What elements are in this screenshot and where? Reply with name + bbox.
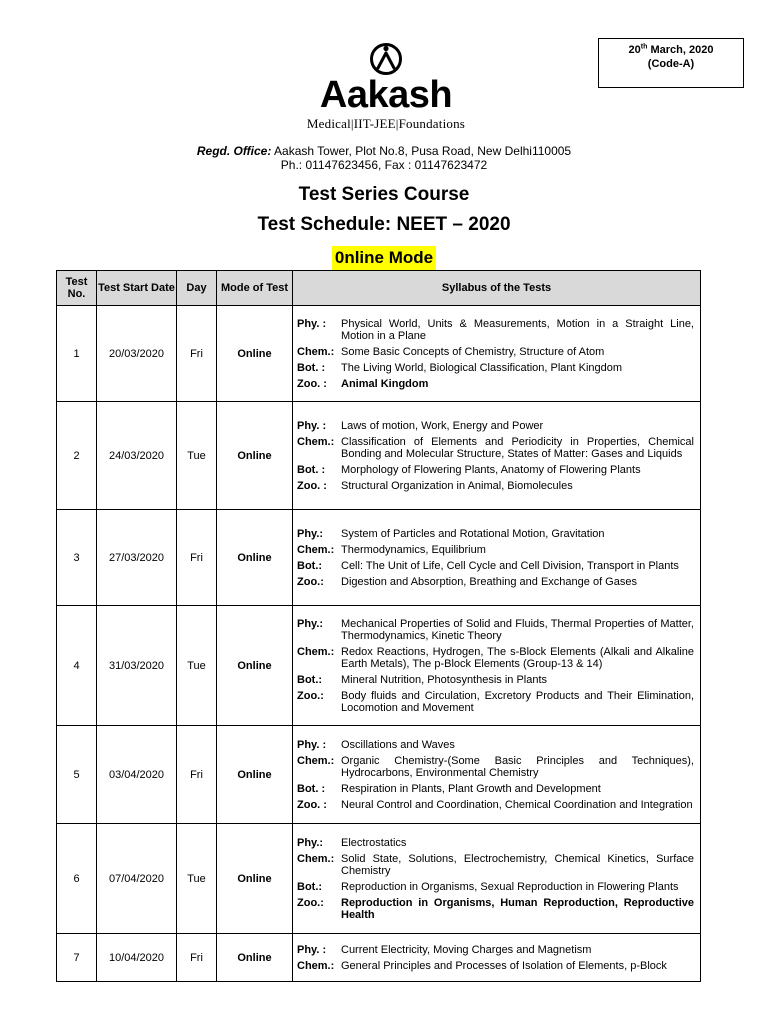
syllabus-topics: Reproduction in Organisms, Sexual Reproduction in Flowering Plants: [341, 880, 679, 893]
syllabus-line: [293, 574, 700, 590]
brand-tagline: Medical|IIT-JEE|Foundations: [306, 116, 466, 131]
subject-label: Chem.:: [297, 852, 335, 865]
subject-label: Chem.:: [297, 754, 335, 767]
syllabus-topics: Cell: The Unit of Life, Cell Cycle and Cell Division, Transport in Plants: [341, 559, 679, 572]
syllabus-line: [293, 797, 700, 813]
syllabus-topics: Respiration in Plants, Plant Growth and Development: [341, 782, 601, 795]
test-number: 2: [57, 402, 97, 510]
subject-label: Chem.:: [297, 543, 335, 556]
test-date: 20th March, 2020: [628, 43, 714, 56]
syllabus-cell: [293, 510, 701, 606]
test-code: (Code-A): [647, 58, 695, 70]
syllabus-topics: Redox Reactions, Hydrogen, The s-Block Elements (Alkali and Alkaline Earth Metals), The p-Block Elements (Group-13 & 14): [341, 645, 694, 670]
subject-label: Bot.:: [297, 880, 323, 893]
mode-label: 0nline Mode: [332, 246, 436, 270]
subject-label: Chem.:: [297, 645, 335, 658]
syllabus-topics: Oscillations and Waves: [341, 738, 455, 751]
subject-label: Chem.:: [297, 959, 335, 972]
syllabus-topics: Laws of motion, Work, Energy and Power: [341, 419, 544, 432]
table-header-row: [57, 271, 701, 306]
syllabus-line: [293, 478, 700, 494]
test-mode-cell: Online: [217, 402, 293, 510]
syllabus-line: [293, 753, 700, 781]
date-code-box: [598, 38, 744, 88]
subject-label: Chem.:: [297, 435, 335, 448]
test-mode-cell: Online: [217, 306, 293, 402]
test-date-cell: 07/04/2020: [97, 824, 177, 934]
syllabus-line: [293, 835, 700, 851]
syllabus-cell: [293, 824, 701, 934]
test-mode-cell: Online: [217, 606, 293, 726]
subject-label: Phy.:: [297, 527, 324, 540]
syllabus-line: [293, 344, 700, 360]
syllabus-topics: Organic Chemistry-(Some Basic Principles and Techniques), Hydrocarbons, Environmental Chemistry: [341, 754, 694, 779]
table-row: [57, 824, 701, 934]
syllabus-line: [293, 781, 700, 797]
syllabus-line: [293, 958, 700, 974]
test-day-cell: Tue: [177, 824, 217, 934]
test-date-cell: 03/04/2020: [97, 726, 177, 824]
schedule-title: Test Schedule: NEET – 2020: [257, 214, 511, 235]
syllabus-topics: Electrostatics: [341, 836, 407, 849]
syllabus-topics: Thermodynamics, Equilibrium: [341, 543, 486, 556]
test-date-cell: 24/03/2020: [97, 402, 177, 510]
test-day-cell: Tue: [177, 606, 217, 726]
syllabus-topics: Neural Control and Coordination, Chemical Coordination and Integration: [341, 798, 693, 811]
subject-label: Zoo.:: [297, 575, 324, 588]
syllabus-line: [293, 942, 700, 958]
syllabus-cell: [293, 934, 701, 982]
brand-name: Aakash: [319, 74, 453, 116]
syllabus-line: [293, 672, 700, 688]
table-row: [57, 934, 701, 982]
syllabus-topics: Physical World, Units & Measurements, Motion in a Straight Line, Motion in a Plane: [341, 317, 694, 342]
subject-label: Phy. :: [297, 419, 327, 432]
table-row: [57, 510, 701, 606]
subject-label: Phy. :: [297, 943, 327, 956]
syllabus-topics: Mineral Nutrition, Photosynthesis in Plants: [341, 673, 548, 686]
syllabus-topics: Mechanical Properties of Solid and Fluids, Thermal Properties of Matter, Thermodynamics, Kinetic Theory: [341, 617, 694, 642]
test-date-cell: 10/04/2020: [97, 934, 177, 982]
subject-label: Phy.:: [297, 836, 324, 849]
test-mode-cell: Online: [217, 934, 293, 982]
subject-label: Phy.:: [297, 617, 324, 630]
test-date-cell: 27/03/2020: [97, 510, 177, 606]
subject-label: Bot. :: [297, 463, 326, 476]
aakash-logo: [300, 42, 472, 132]
syllabus-topics: Animal Kingdom: [341, 377, 429, 390]
header-syllabus: Syllabus of the Tests: [293, 271, 701, 306]
subject-label: Zoo.:: [297, 896, 324, 909]
subject-label: Phy. :: [297, 738, 327, 751]
subject-label: Bot.:: [297, 673, 323, 686]
syllabus-topics: Digestion and Absorption, Breathing and Exchange of Gases: [341, 575, 637, 588]
subject-label: Zoo. :: [297, 798, 327, 811]
table-row: [57, 402, 701, 510]
aakash-emblem-icon: [369, 42, 403, 76]
syllabus-line: [293, 558, 700, 574]
syllabus-line: [293, 737, 700, 753]
subject-label: Zoo. :: [297, 479, 327, 492]
test-mode-cell: Online: [217, 824, 293, 934]
subject-label: Zoo.:: [297, 689, 324, 702]
syllabus-line: [293, 879, 700, 895]
syllabus-cell: [293, 726, 701, 824]
test-date-cell: 31/03/2020: [97, 606, 177, 726]
subject-label: Phy. :: [297, 317, 327, 330]
test-day-cell: Fri: [177, 510, 217, 606]
subject-label: Bot. :: [297, 361, 326, 374]
syllabus-topics: The Living World, Biological Classification, Plant Kingdom: [341, 361, 623, 374]
test-schedule-table: [56, 270, 701, 982]
syllabus-line: [293, 434, 700, 462]
course-title: Test Series Course: [298, 184, 470, 205]
test-number: 7: [57, 934, 97, 982]
syllabus-line: [293, 895, 700, 923]
test-day-cell: Fri: [177, 306, 217, 402]
syllabus-cell: [293, 402, 701, 510]
syllabus-line: [293, 851, 700, 879]
syllabus-topics: Structural Organization in Animal, Biomolecules: [341, 479, 573, 492]
test-number: 5: [57, 726, 97, 824]
syllabus-line: [293, 616, 700, 644]
subject-label: Zoo. :: [297, 377, 327, 390]
test-number: 4: [57, 606, 97, 726]
syllabus-topics: Current Electricity, Moving Charges and Magnetism: [341, 943, 592, 956]
test-day-cell: Fri: [177, 726, 217, 824]
syllabus-line: [293, 376, 700, 392]
test-day-cell: Tue: [177, 402, 217, 510]
subject-label: Bot.:: [297, 559, 323, 572]
test-mode-cell: Online: [217, 510, 293, 606]
test-number: 3: [57, 510, 97, 606]
contact-phone: Ph.: 01147623456, Fax : 01147623472: [280, 158, 488, 172]
test-date-cell: 20/03/2020: [97, 306, 177, 402]
syllabus-line: [293, 462, 700, 478]
syllabus-topics: Some Basic Concepts of Chemistry, Structure of Atom: [341, 345, 605, 358]
table-row: [57, 726, 701, 824]
syllabus-line: [293, 542, 700, 558]
header-start-date: Test Start Date: [97, 271, 177, 306]
syllabus-topics: Solid State, Solutions, Electrochemistry, Chemical Kinetics, Surface Chemistry: [341, 852, 694, 877]
syllabus-line: [293, 418, 700, 434]
header-test-no: Test No.: [57, 271, 97, 306]
syllabus-line: [293, 688, 700, 716]
test-number: 6: [57, 824, 97, 934]
test-day-cell: Fri: [177, 934, 217, 982]
syllabus-line: [293, 644, 700, 672]
registered-office: Regd. Office: Aakash Tower, Plot No.8, Pusa Road, New Delhi110005: [196, 144, 572, 158]
syllabus-topics: Classification of Elements and Periodicity in Properties, Chemical Bonding and Molecular Structure, States of Matter: Gases and Liquids: [341, 435, 694, 460]
syllabus-cell: [293, 606, 701, 726]
syllabus-cell: [293, 306, 701, 402]
header-mode: Mode of Test: [217, 271, 293, 306]
syllabus-line: [293, 316, 700, 344]
table-row: [57, 606, 701, 726]
test-mode-cell: Online: [217, 726, 293, 824]
syllabus-topics: Morphology of Flowering Plants, Anatomy of Flowering Plants: [341, 463, 641, 476]
syllabus-topics: General Principles and Processes of Isolation of Elements, p-Block: [341, 959, 667, 972]
syllabus-line: [293, 360, 700, 376]
test-number: 1: [57, 306, 97, 402]
header-day: Day: [177, 271, 217, 306]
syllabus-topics: Reproduction in Organisms, Human Reproduction, Reproductive Health: [341, 896, 694, 921]
table-row: [57, 306, 701, 402]
subject-label: Chem.:: [297, 345, 335, 358]
subject-label: Bot. :: [297, 782, 326, 795]
syllabus-line: [293, 526, 700, 542]
syllabus-topics: Body fluids and Circulation, Excretory Products and Their Elimination, Locomotion and Movement: [341, 689, 694, 714]
syllabus-topics: System of Particles and Rotational Motion, Gravitation: [341, 527, 605, 540]
